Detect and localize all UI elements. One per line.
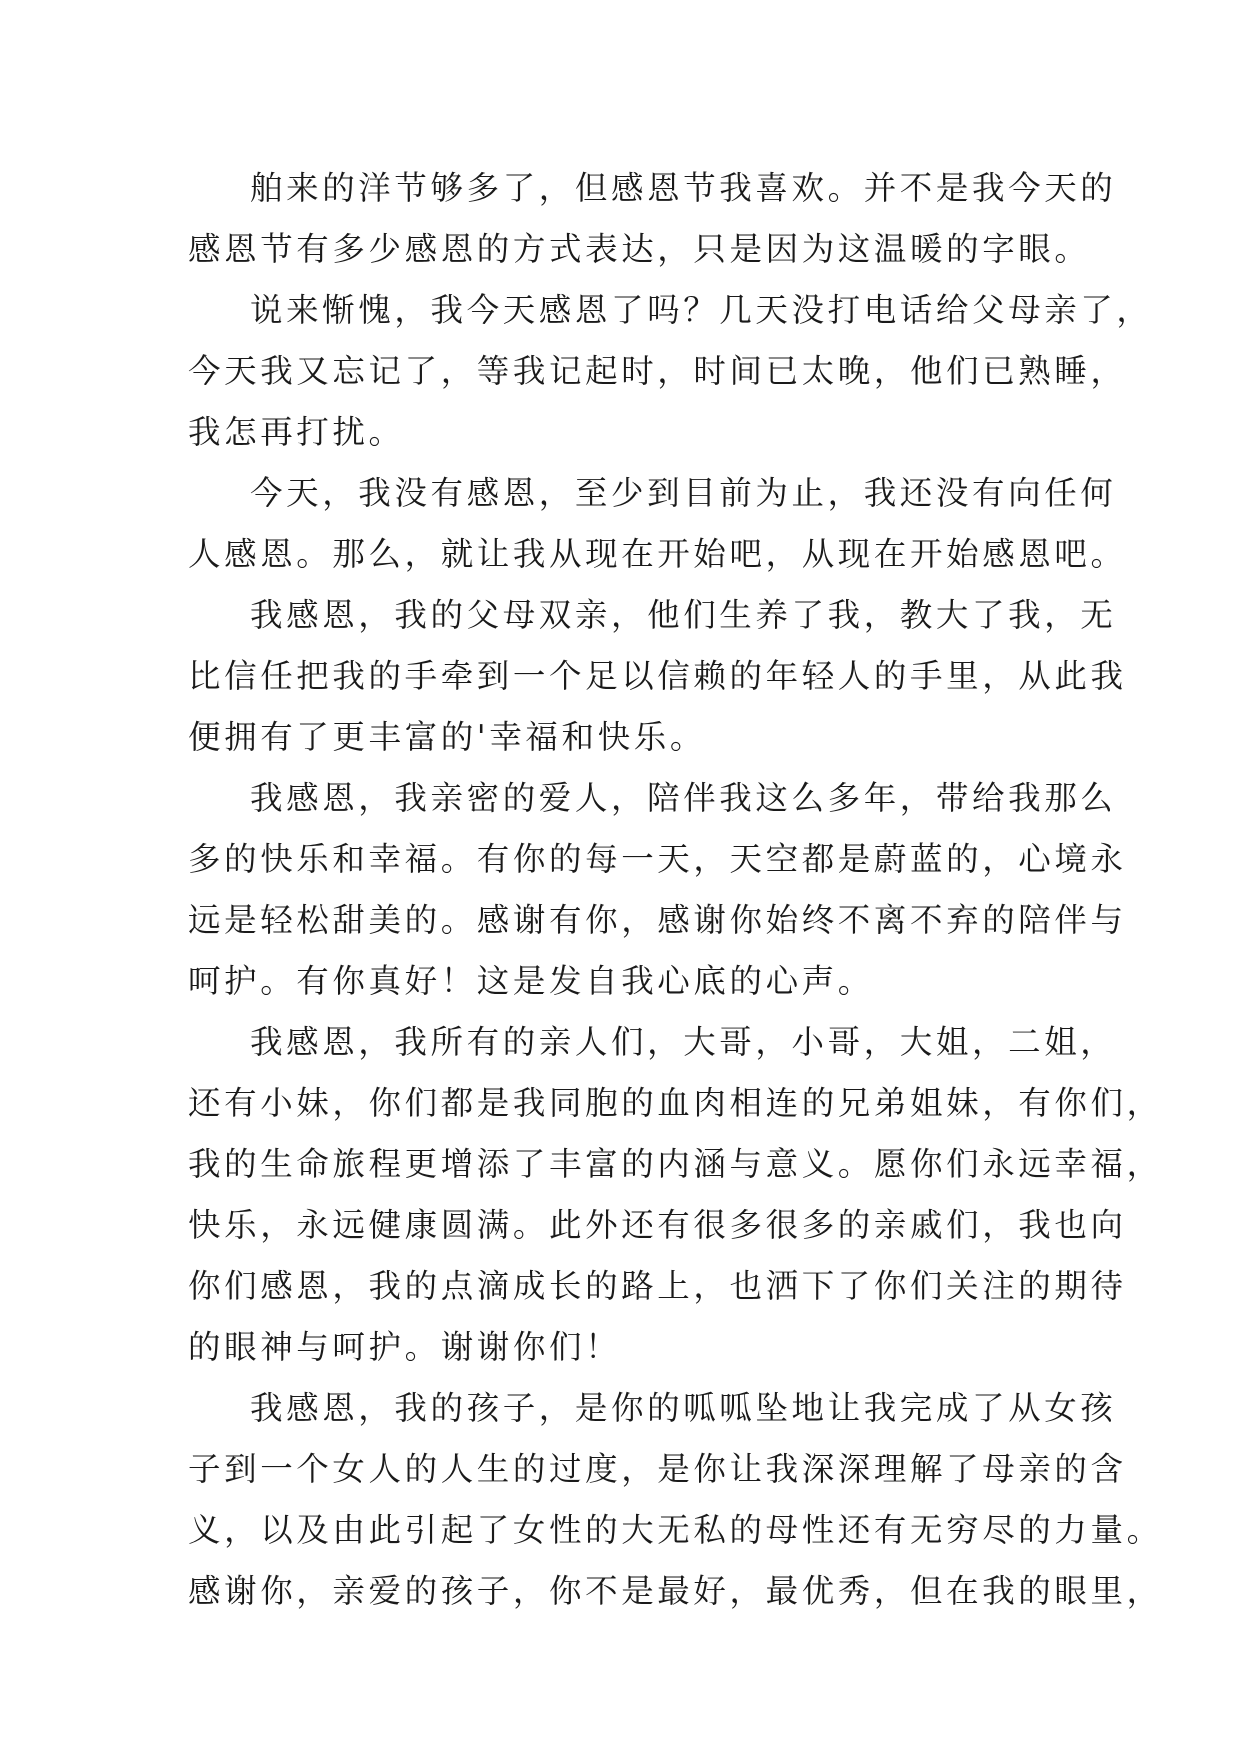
- text-line: 我感恩，我的孩子，是你的呱呱坠地让我完成了从女孩: [250, 1389, 1117, 1427]
- text-line: 子到一个女人的人生的过度，是你让我深深理解了母亲的含: [188, 1450, 1127, 1488]
- text-line: 还有小妹，你们都是我同胞的血肉相连的兄弟姐妹，有你们，: [188, 1084, 1163, 1122]
- text-line: 义，以及由此引起了女性的大无私的母性还有无穷尽的力量。: [188, 1511, 1163, 1549]
- paragraph: [188, 1012, 1163, 1378]
- text-line: 呵护。有你真好！这是发自我心底的心声。: [188, 962, 874, 1000]
- text-line: 今天，我没有感恩，至少到目前为止，我还没有向任何: [250, 474, 1117, 512]
- text-line: 便拥有了更丰富的'幸福和快乐。: [188, 718, 706, 756]
- text-line: 说来惭愧，我今天感恩了吗？几天没打电话给父母亲了，: [250, 291, 1153, 329]
- text-line: 远是轻松甜美的。感谢有你，感谢你始终不离不弃的陪伴与: [188, 901, 1127, 939]
- document-body: [188, 158, 1163, 1622]
- paragraph: [188, 280, 1153, 463]
- paragraph: [188, 768, 1127, 1012]
- text-line: 你们感恩，我的点滴成长的路上，也洒下了你们关注的期待: [188, 1267, 1127, 1305]
- text-line: 我怎再打扰。: [188, 413, 405, 451]
- paragraph: [188, 158, 1117, 280]
- text-line: 我的生命旅程更增添了丰富的内涵与意义。愿你们永远幸福，: [188, 1145, 1163, 1183]
- paragraph: [188, 463, 1127, 585]
- paragraph: [188, 585, 1127, 768]
- text-line: 舶来的洋节够多了，但感恩节我喜欢。并不是我今天的: [250, 169, 1117, 207]
- text-line: 比信任把我的手牵到一个足以信赖的年轻人的手里，从此我: [188, 657, 1127, 695]
- text-line: 我感恩，我的父母双亲，他们生养了我，教大了我，无: [250, 596, 1117, 634]
- text-line: 我感恩，我所有的亲人们，大哥，小哥，大姐，二姐，: [250, 1023, 1117, 1061]
- text-line: 多的快乐和幸福。有你的每一天，天空都是蔚蓝的，心境永: [188, 840, 1127, 878]
- text-line: 的眼神与呵护。谢谢你们！: [188, 1328, 622, 1366]
- text-line: 今天我又忘记了，等我记起时，时间已太晚，他们已熟睡，: [188, 352, 1127, 390]
- text-line: 感谢你，亲爱的孩子，你不是最好，最优秀，但在我的眼里，: [188, 1572, 1163, 1610]
- text-line: 人感恩。那么，就让我从现在开始吧，从现在开始感恩吧。: [188, 535, 1127, 573]
- text-line: 感恩节有多少感恩的方式表达，只是因为这温暖的字眼。: [188, 230, 1091, 268]
- paragraph: [188, 1378, 1163, 1622]
- text-line: 快乐，永远健康圆满。此外还有很多很多的亲戚们，我也向: [188, 1206, 1127, 1244]
- text-line: 我感恩，我亲密的爱人，陪伴我这么多年，带给我那么: [250, 779, 1117, 817]
